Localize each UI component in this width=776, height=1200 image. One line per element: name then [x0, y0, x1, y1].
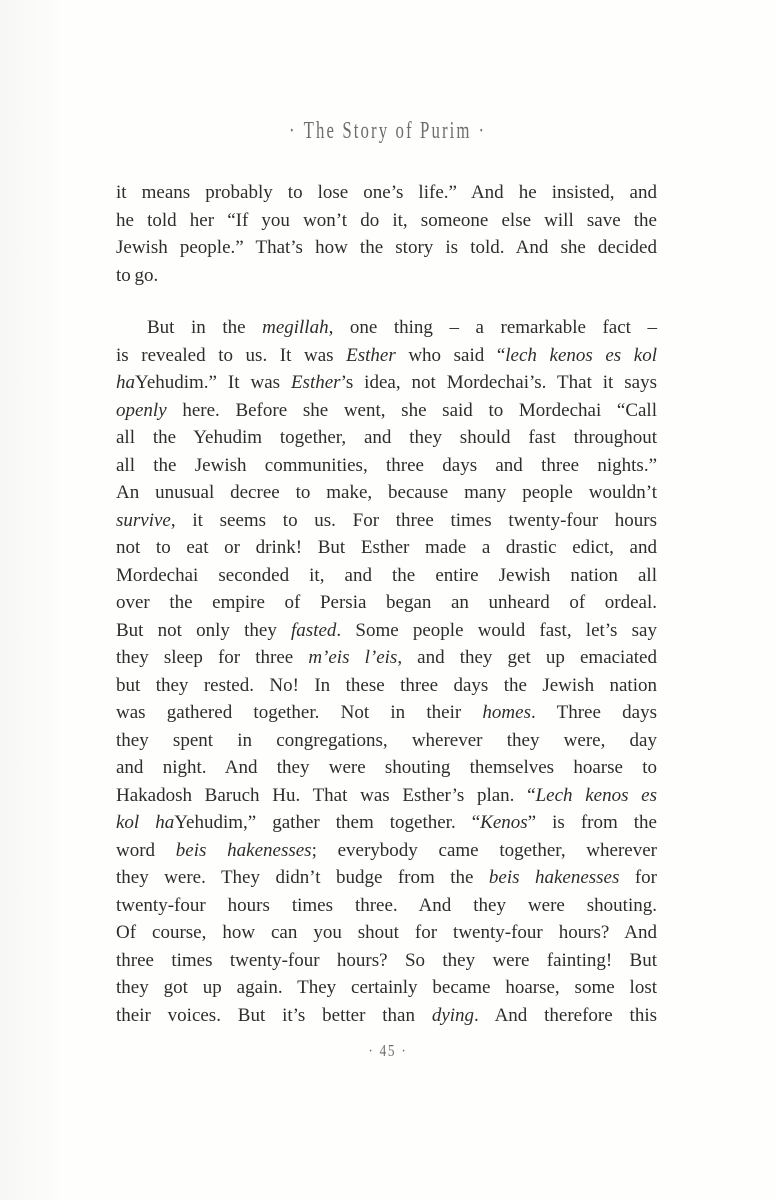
text-segment: . Three days: [530, 702, 657, 723]
text-line: [116, 369, 657, 397]
text-line: [116, 314, 657, 342]
text-segment: Jewish people.” That’s how the story is told. And she decided: [116, 237, 657, 258]
text-segment: Of course, how can you shout for twenty-four hours? And: [116, 922, 657, 943]
text-line: [116, 864, 657, 892]
text-segment: they spent in congregations, wherever they were, day: [116, 729, 657, 751]
text-line: [116, 589, 657, 617]
italic-text-segment: Esther: [346, 344, 396, 366]
text-segment: but they rested. No! In these three days the Jewish nation: [116, 674, 657, 696]
text-segment: all the Yehudim together, and they should fast throughout: [116, 427, 657, 448]
text-segment: But not only they: [116, 619, 292, 641]
text-segment: word: [116, 839, 176, 861]
text-line: [116, 919, 657, 947]
footer-inner: [369, 1041, 408, 1061]
text-line: [116, 809, 657, 837]
text-segment: twenty-four hours times three. And they were shouting.: [116, 894, 657, 916]
text-line: [116, 342, 657, 370]
text-segment: to go.: [116, 264, 159, 286]
italic-text-segment: openly: [116, 399, 167, 421]
text-line: [116, 452, 657, 480]
text-line: [116, 947, 657, 975]
italic-text-segment: Esther: [290, 372, 341, 393]
text-segment: it means probably to lose one’s life.” And he insisted, and: [116, 182, 657, 203]
text-line: [116, 617, 657, 645]
text-segment: ’s idea, not Mordechai’s. That it says: [340, 372, 657, 393]
italic-text-segment: ha: [116, 372, 135, 393]
page-header: [0, 118, 776, 145]
text-segment: ” is from the: [527, 812, 657, 833]
italic-text-segment: fasted: [291, 619, 337, 641]
text-segment: not to eat or drink! But Esther made a drastic edict, and: [116, 537, 657, 558]
footer-dot-right-icon: ·: [401, 1043, 408, 1060]
text-segment: , and they get up emaciated: [397, 647, 657, 668]
italic-text-segment: Lech kenos es: [535, 784, 658, 806]
text-line: [116, 727, 657, 755]
text-segment: for: [619, 867, 657, 888]
header-dot-right-icon: ·: [479, 118, 487, 143]
header-dot-left-icon: ·: [289, 118, 297, 143]
text-segment: Yehudim,” gather them together. “: [174, 812, 481, 833]
page-title: The Story of Purim: [304, 118, 472, 144]
italic-text-segment: beis hakenesses: [488, 867, 620, 888]
text-segment: Mordechai seconded it, and the entire Jewish nation all: [116, 564, 657, 586]
paragraph: [116, 314, 657, 1029]
text-line: [116, 974, 657, 1002]
text-segment: who said “: [395, 344, 506, 366]
italic-text-segment: dying: [431, 1004, 475, 1026]
text-segment: three times twenty-four hours? So they were fainting! But: [116, 949, 657, 971]
page-number: 45: [379, 1041, 397, 1060]
body-text: [116, 179, 657, 1054]
header-inner: [290, 118, 487, 145]
text-line: [116, 754, 657, 782]
text-line: [116, 837, 657, 865]
text-segment: . And therefore this: [474, 1004, 657, 1026]
text-segment: . Some people would fast, let’s say: [336, 619, 657, 641]
italic-text-segment: Kenos: [480, 812, 528, 833]
text-line: [116, 262, 657, 290]
text-segment: is revealed to us. It was: [116, 344, 347, 366]
text-segment: ; everybody came together, wherever: [311, 839, 657, 861]
text-segment: all the Jewish communities, three days and three nights.”: [116, 454, 657, 476]
text-line: [116, 562, 657, 590]
text-segment: An unusual decree to make, because many people wouldn’t: [116, 482, 657, 503]
text-segment: they got up again. They certainly became hoarse, some lost: [116, 977, 657, 998]
italic-text-segment: kol ha: [116, 812, 175, 833]
text-line: [116, 479, 657, 507]
text-line: [116, 644, 657, 672]
text-segment: and night. And they were shouting themselves hoarse to: [116, 757, 657, 778]
text-segment: Hakadosh Baruch Hu. That was Esther’s plan. “: [116, 784, 536, 806]
paragraph: [116, 179, 657, 289]
text-segment: over the empire of Persia began an unheard of ordeal.: [116, 592, 657, 613]
text-line: [116, 234, 657, 262]
text-line: [116, 424, 657, 452]
italic-text-segment: beis hakenesses: [175, 839, 312, 861]
text-line: [116, 782, 657, 810]
italic-text-segment: homes: [482, 702, 531, 723]
text-segment: Yehudim.” It was: [135, 372, 291, 393]
text-segment: their voices. But it’s better than: [116, 1004, 432, 1026]
text-line: [116, 534, 657, 562]
italic-text-segment: m’eis l’eis: [308, 647, 398, 668]
text-line: [116, 1002, 657, 1030]
text-segment: was gathered together. Not in their: [116, 702, 483, 723]
text-line: [116, 507, 657, 535]
text-segment: , it seems to us. For three times twenty-four hours: [170, 509, 657, 531]
text-segment: , one thing – a remarkable fact –: [328, 317, 658, 338]
text-segment: they were. They didn’t budge from the: [116, 867, 489, 888]
text-segment: he told her “If you won’t do it, someone else will save the: [116, 209, 657, 231]
italic-text-segment: megillah: [262, 317, 329, 338]
italic-text-segment: lech kenos es kol: [505, 344, 657, 366]
italic-text-segment: survive: [116, 509, 171, 531]
footer-dot-left-icon: ·: [368, 1043, 375, 1060]
text-line: [116, 179, 657, 207]
text-line: [116, 892, 657, 920]
text-segment: But in the: [147, 317, 263, 338]
page-footer: [0, 1041, 776, 1061]
text-segment: they sleep for three: [116, 647, 309, 668]
text-line: [116, 207, 657, 235]
text-segment: here. Before she went, she said to Mordechai “Call: [166, 399, 657, 421]
text-line: [116, 397, 657, 425]
text-line: [116, 699, 657, 727]
text-line: [116, 672, 657, 700]
